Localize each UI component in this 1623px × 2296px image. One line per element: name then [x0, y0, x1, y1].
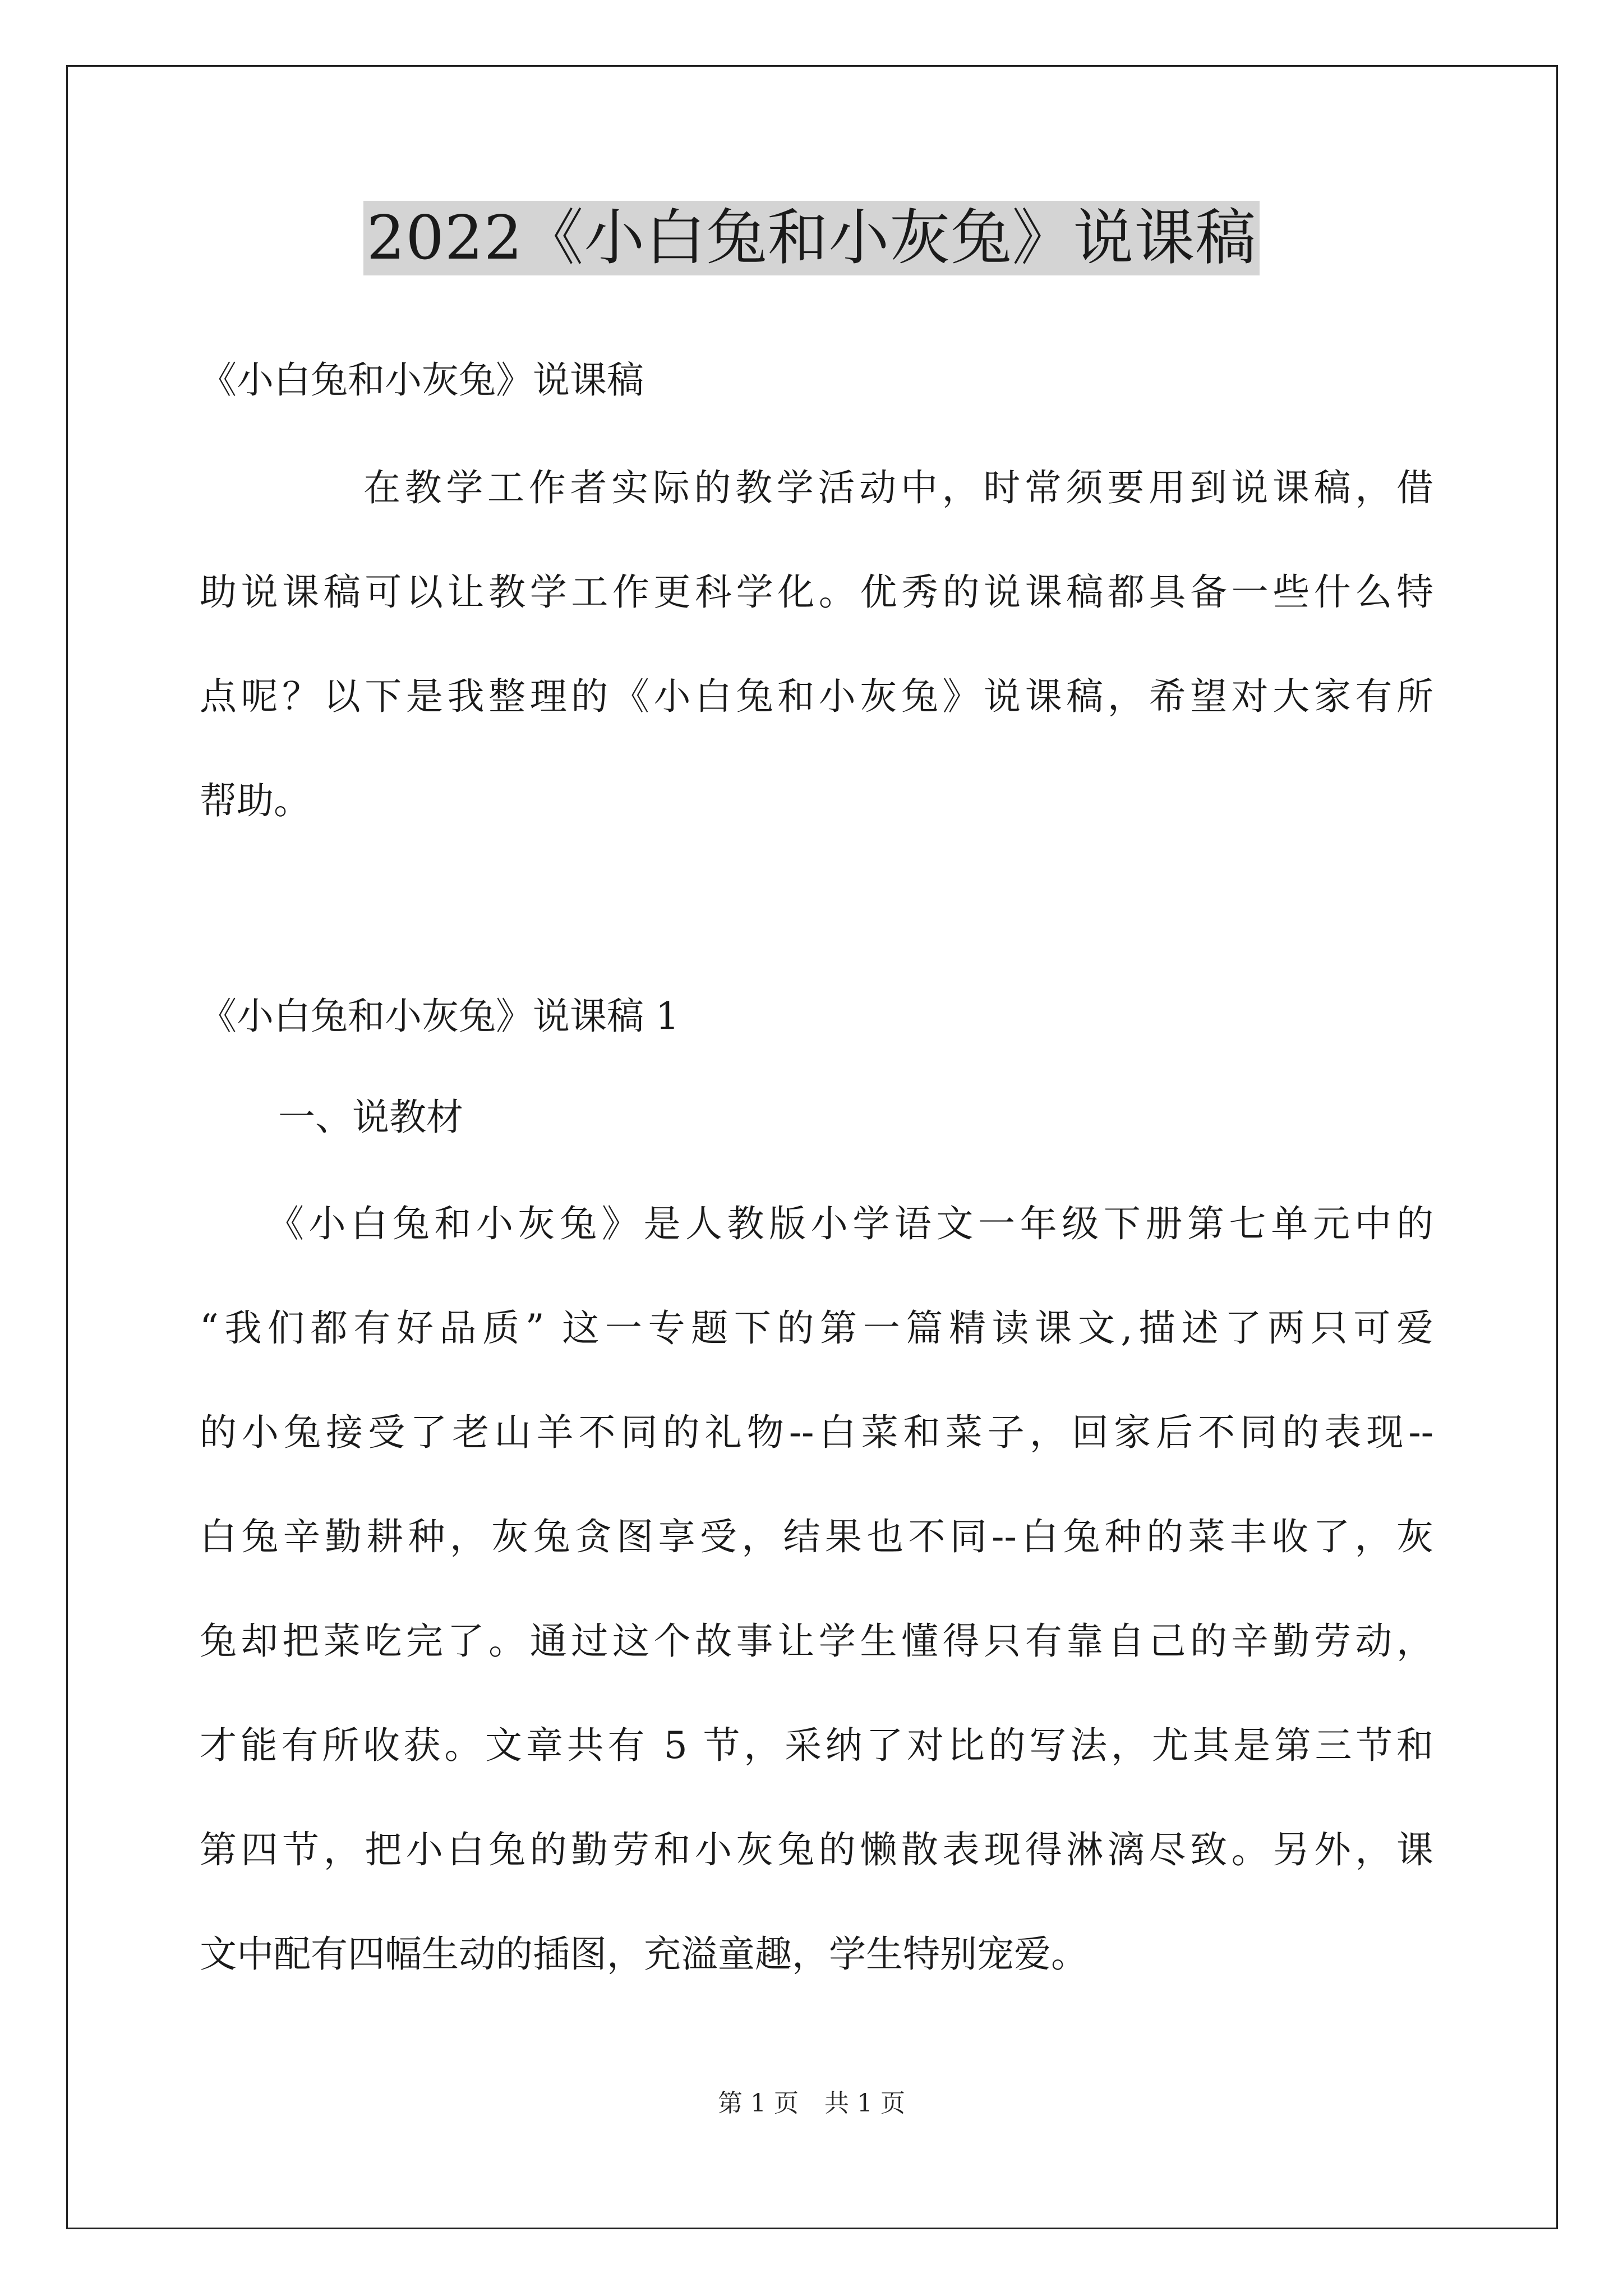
- document-title: [0, 199, 1623, 278]
- body-line: 的小兔接受了老山羊不同的礼物--白菜和菜子，回家后不同的表现--: [200, 1411, 1433, 1454]
- page-footer: [0, 2088, 1623, 2119]
- body-line: 白兔辛勤耕种，灰兔贪图享受，结果也不同--白兔种的菜丰收了，灰: [200, 1515, 1433, 1558]
- intro-line: 点呢？以下是我整理的《小白兔和小灰兔》说课稿，希望对大家有所: [200, 675, 1433, 718]
- body-line: 兔却把菜吃完了。通过这个故事让学生懂得只有靠自己的辛勤劳动，: [200, 1619, 1433, 1663]
- body-line: 文中配有四幅生动的插图，充溢童趣，学生特别宠爱。: [200, 1932, 1088, 1976]
- page-number-current: 第 1 页: [718, 2089, 799, 2118]
- page-number-total: 共 1 页: [824, 2089, 905, 2118]
- document-title-text: 2022《小白兔和小灰兔》说课稿: [363, 201, 1260, 275]
- intro-line: 帮助。: [200, 779, 311, 822]
- section-title: 《小白兔和小灰兔》说课稿 1: [200, 995, 679, 1038]
- intro-line: 在教学工作者实际的教学活动中，时常须要用到说课稿，借: [363, 466, 1433, 509]
- section-heading: 一、说教材: [278, 1096, 463, 1139]
- intro-line: 助说课稿可以让教学工作更科学化。优秀的说课稿都具备一些什么特: [200, 570, 1433, 614]
- body-line: 才能有所收获。文章共有 5 节，采纳了对比的写法，尤其是第三节和: [200, 1724, 1433, 1767]
- body-line: 第四节，把小白兔的勤劳和小灰兔的懒散表现得淋漓尽致。另外，课: [200, 1828, 1433, 1871]
- body-line: “我们都有好品质” 这一专题下的第一篇精读课文,描述了两只可爱: [200, 1306, 1433, 1350]
- body-line: 《小白兔和小灰兔》是人教版小学语文一年级下册第七单元中的: [267, 1202, 1433, 1245]
- document-subtitle: 《小白兔和小灰兔》说课稿: [200, 358, 644, 402]
